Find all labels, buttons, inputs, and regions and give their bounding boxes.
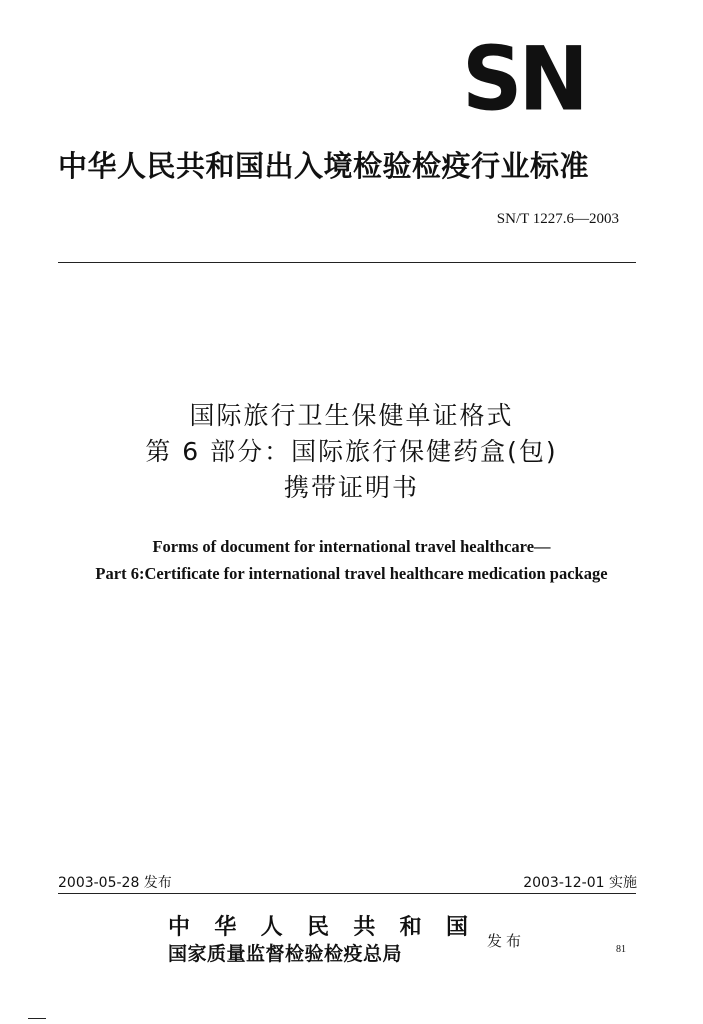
header-divider bbox=[58, 262, 636, 263]
issuer-country bbox=[168, 914, 468, 940]
issuer-agency: 国家质量监督检验检疫总局 bbox=[168, 943, 403, 965]
issue-label: 发布 bbox=[487, 932, 526, 950]
chinese-title-line-3: 携带证明书 bbox=[283, 473, 419, 502]
footer-divider bbox=[58, 893, 636, 894]
chinese-title-line-2: 第 6 部分：国际旅行保健药盒(包) bbox=[145, 437, 558, 466]
standard-number: SN/T 1227.6—2003 bbox=[496, 211, 619, 227]
english-title bbox=[0, 533, 703, 587]
english-title-line-2: Part 6:Certificate for international travel healthcare medication package bbox=[95, 564, 608, 583]
issuer-char: 和 bbox=[399, 914, 422, 940]
english-title-line-1: Forms of document for international travel healthcare— bbox=[152, 537, 551, 556]
industry-standard-title: 中华人民共和国出入境检验检疫行业标准 bbox=[58, 149, 590, 183]
issuer-char: 共 bbox=[353, 914, 376, 940]
issuer-char: 人 bbox=[260, 914, 283, 940]
implementation-date: 2003-12-01 实施 bbox=[523, 875, 637, 891]
chinese-title-line-1: 国际旅行卫生保健单证格式 bbox=[189, 401, 514, 430]
page-number: 81 bbox=[616, 944, 626, 955]
corner-mark bbox=[28, 1018, 46, 1019]
issuer-char: 国 bbox=[445, 914, 468, 940]
publish-date: 2003-05-28 发布 bbox=[58, 875, 172, 891]
sn-logo: SN bbox=[462, 27, 585, 131]
chinese-title bbox=[0, 398, 703, 506]
issuer-char: 中 bbox=[168, 914, 191, 940]
issuer-char: 华 bbox=[214, 914, 237, 940]
issuer-char: 民 bbox=[306, 914, 329, 940]
